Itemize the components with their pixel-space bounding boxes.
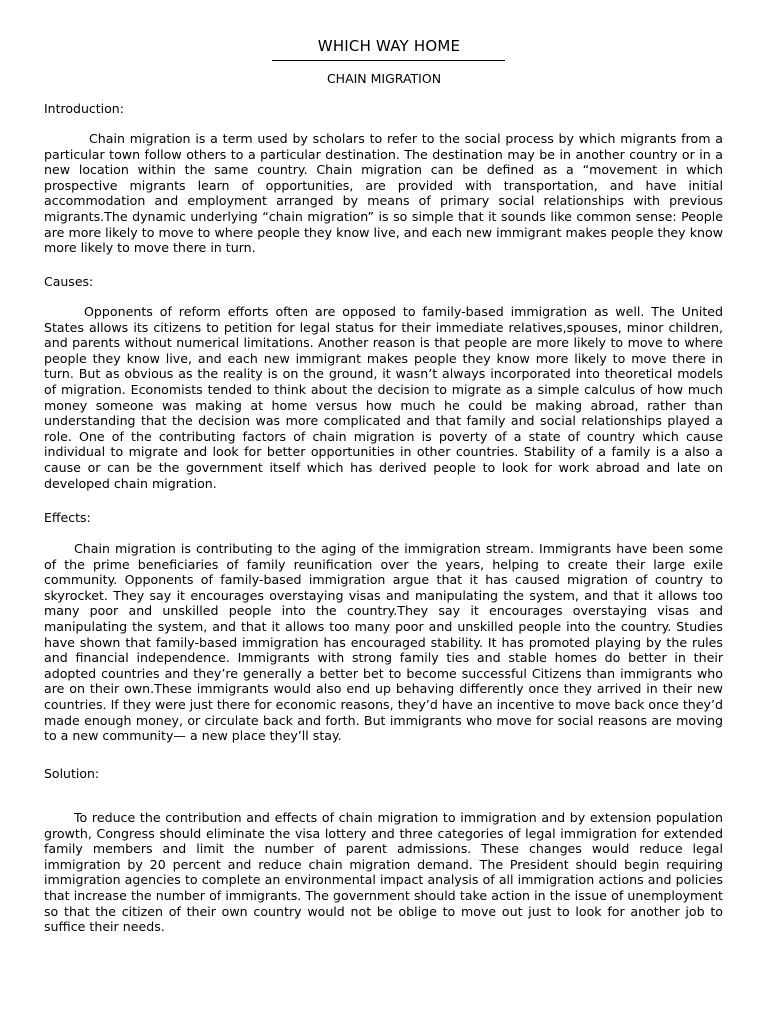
section-heading-causes: Causes: bbox=[44, 274, 94, 289]
section-heading-effects: Effects: bbox=[44, 510, 91, 525]
section-body-effects: Chain migration is contributing to the aging of the immigration stream. Immigrants have been some of the prime beneficiaries of family reunification over the years, helping to create their large exile community. Opponents of family-based immigration argue that it has caused migration of country to skyrocket. They say it encourages overstaying visas and manipulating the system, and that it allows too many poor and unskilled people into the country.They say it encourages overstaying visas and manipulating the system, and that it allows too many poor and unskilled people into the country. Studies have shown that family-based immigration has encouraged stability. It has promoted playing by the rules and financial independence. Immigrants with strong family ties and stable homes do better in their adopted countries and they’re generally a better bet to become successful Citizens than immigrants who are on their own.These immigrants would also end up behaving differently once they arrived in their new countries. If they were just there for economic reasons, they’d have an incentive to move back once they’d made enough money, or circulate back and forth. But immigrants who move for social reasons are moving to a new community— a new place they’ll stay. bbox=[44, 541, 723, 744]
title-underline bbox=[272, 60, 505, 61]
section-body-causes: Opponents of reform efforts often are opposed to family-based immigration as well. The United States allows its citizens to petition for legal status for their immediate relatives,spouses, minor children, and parents without numerical limitations. Another reason is that people are more likely to move to where people they know live, and each new immigrant makes people they know more likely to move there in turn. But as obvious as the reality is on the ground, it wasn’t always incorporated into theoretical models of migration. Economists tended to think about the decision to migrate as a simple calculus of how much money someone was making at home versus how much he could be making abroad, rather than understanding that the decision was more complicated and that family and social relationships played a role. One of the contributing factors of chain migration is poverty of a state of country which cause individual to migrate and look for better opportunities in other countries. Stability of a family is a also a cause or can be the government itself which has derived people to look for work abroad and late on developed chain migration. bbox=[44, 304, 723, 491]
section-heading-introduction: Introduction: bbox=[44, 101, 124, 116]
document-title: WHICH WAY HOME bbox=[317, 37, 461, 55]
section-heading-solution: Solution: bbox=[44, 766, 100, 781]
section-body-solution: To reduce the contribution and effects of chain migration to immigration and by extension population growth, Congress should eliminate the visa lottery and three categories of legal immigration for extended family members and limit the number of parent admissions. These changes would reduce legal immigration by 20 percent and reduce chain migration demand. The President should begin requiring immigration agencies to complete an environmental impact analysis of all immigration actions and policies that increase the number of immigrants. The government should take action in the issue of unemployment so that the citizen of their own country would not be oblige to move out just to look for another job to suffice their needs. bbox=[44, 810, 723, 935]
section-body-introduction: Chain migration is a term used by scholars to refer to the social process by which migrants from a particular town follow others to a particular destination. The destination may be in another country or in a new location within the same country. Chain migration can be defined as a “movement in which prospective migrants learn of opportunities, are provided with transportation, and have initial accommodation and employment arranged by means of primary social relationships with previous migrants.The dynamic underlying “chain migration” is so simple that it sounds like common sense: People are more likely to move to where people they know live, and each new immigrant makes people they know more likely to move there in turn. bbox=[44, 131, 723, 256]
document-subtitle: CHAIN MIGRATION bbox=[326, 71, 442, 86]
